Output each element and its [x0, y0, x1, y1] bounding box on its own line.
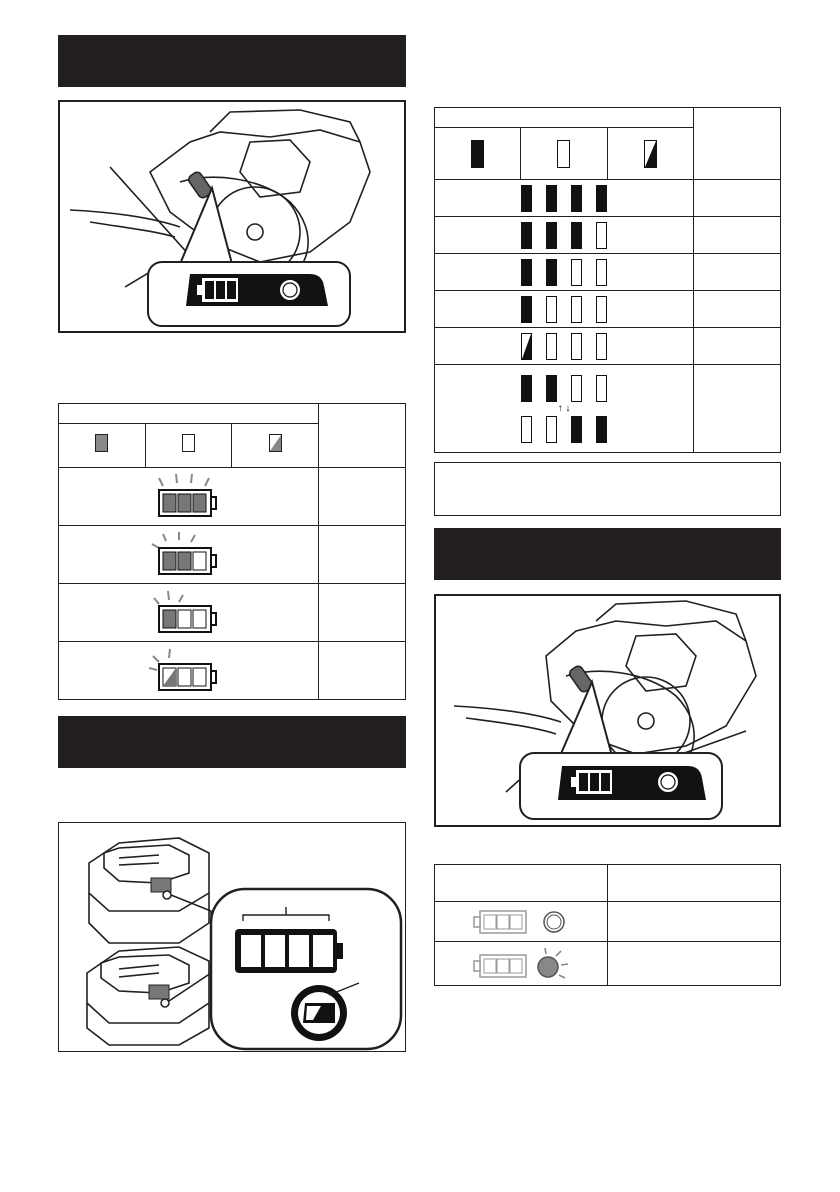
row-pattern-1 [435, 180, 694, 217]
section-heading-bar-2 [58, 716, 406, 768]
header-off [521, 128, 607, 180]
lamp-blinking-icon [521, 333, 532, 360]
lamp-lit-icon [546, 185, 557, 212]
alternate-arrows: ↑ ↓ [557, 402, 571, 414]
row-remaining-6 [694, 365, 781, 453]
header-remaining [694, 108, 781, 180]
figure-cartridge-indicator [58, 822, 406, 1052]
lamp-lit-icon [521, 375, 532, 402]
section-heading-bar-3 [434, 528, 781, 580]
lamp-lit-icon [546, 375, 557, 402]
row-remaining-4 [319, 642, 406, 700]
lamp-off-icon [571, 259, 582, 286]
tool-illustration-2 [436, 596, 779, 825]
lamp-lit-icon [521, 222, 532, 249]
lamp-lit-icon [571, 222, 582, 249]
status-row-warning [435, 942, 608, 986]
battery-low-icon [149, 646, 229, 696]
status-header-right [608, 865, 781, 902]
lamp-lit-icon [521, 185, 532, 212]
lamp-off-icon [571, 375, 582, 402]
header-off [145, 424, 232, 468]
tool-battery-table [58, 403, 406, 700]
lamp-off-icon [521, 416, 532, 443]
battery-one-third-icon [149, 588, 229, 638]
lamp-off-icon [571, 333, 582, 360]
lamp-off-icon [596, 296, 607, 323]
figure-tool-indicator [58, 100, 406, 333]
lamp-lit-icon [521, 259, 532, 286]
note-box [434, 462, 781, 516]
lamp-lit-icon [521, 296, 532, 323]
lamp-lit-icon [571, 416, 582, 443]
status-row-normal [435, 902, 608, 942]
header-lit [435, 128, 521, 180]
header-blinking [232, 424, 319, 468]
lamp-off-icon [546, 296, 557, 323]
battery-full-icon [149, 472, 229, 522]
row-pattern-5 [435, 328, 694, 365]
row-remaining-4 [694, 291, 781, 328]
lamp-off-icon [596, 222, 607, 249]
row-remaining-2 [319, 526, 406, 584]
row-pattern-2 [435, 217, 694, 254]
lamp-lit-icon [571, 185, 582, 212]
row-pattern-3 [435, 254, 694, 291]
row-pattern-4 [435, 291, 694, 328]
row-battery-low [59, 642, 319, 700]
header-lit [59, 424, 146, 468]
battery-two-thirds-icon [149, 530, 229, 580]
header-remaining [319, 404, 406, 468]
row-remaining-3 [694, 254, 781, 291]
row-pattern-6 [435, 365, 694, 453]
cartridge-illustration [59, 823, 405, 1051]
lamp-lit-icon [596, 185, 607, 212]
row-remaining-1 [319, 468, 406, 526]
lamp-off-icon [571, 296, 582, 323]
row-battery-one-third [59, 584, 319, 642]
lamp-off-icon [596, 375, 607, 402]
row-remaining-5 [694, 328, 781, 365]
lamp-off-icon [596, 259, 607, 286]
row-battery-two-thirds [59, 526, 319, 584]
status-row-normal-text [608, 902, 781, 942]
cartridge-capacity-table [434, 107, 781, 453]
row-remaining-2 [694, 217, 781, 254]
lamp-lit-icon [546, 259, 557, 286]
header-blinking [607, 128, 693, 180]
status-row-warning-text [608, 942, 781, 986]
indicator-lit-icon [466, 947, 576, 981]
lamp-lit-icon [546, 222, 557, 249]
lamp-off-icon [596, 333, 607, 360]
header-indicator-lamps [59, 404, 319, 424]
lamp-off-icon [546, 333, 557, 360]
status-header-left [435, 865, 608, 902]
lamp-lit-icon [596, 416, 607, 443]
row-battery-full [59, 468, 319, 526]
tool-illustration [60, 102, 404, 331]
indicator-off-icon [466, 907, 576, 937]
row-remaining-3 [319, 584, 406, 642]
status-table [434, 864, 781, 986]
lamp-off-icon [546, 416, 557, 443]
section-heading-bar [58, 35, 406, 87]
header-indicator-lamps [435, 108, 694, 128]
figure-status-indicator [434, 594, 781, 827]
row-remaining-1 [694, 180, 781, 217]
